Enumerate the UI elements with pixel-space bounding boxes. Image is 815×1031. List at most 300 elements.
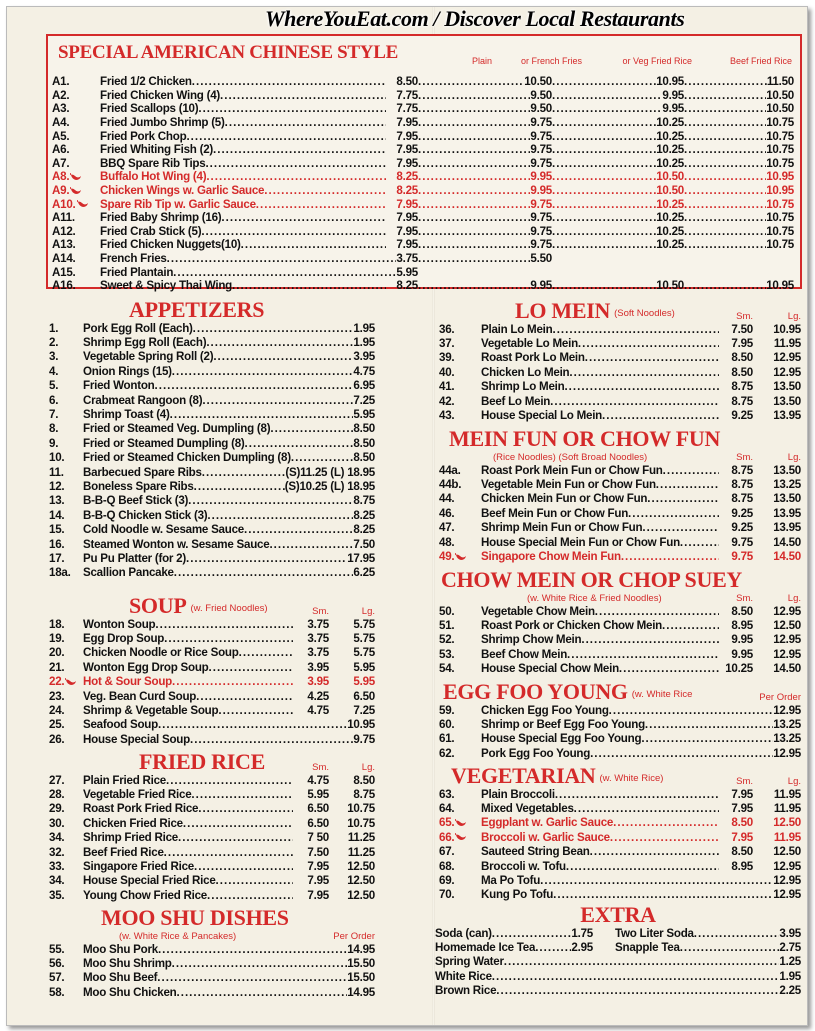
dot-leader: [418, 170, 530, 183]
price-cell: [329, 831, 375, 844]
item-price: 9.25: [731, 409, 753, 423]
item-name: Buffalo Hot Wing (4): [100, 170, 207, 184]
price-cell: [418, 211, 552, 224]
item-price: 5.75: [353, 646, 375, 660]
item-number-text: A4.: [52, 116, 70, 130]
item-number: [49, 943, 83, 956]
item-price: 15.50: [347, 957, 375, 971]
item-number: [439, 366, 481, 379]
chili-pepper-icon: [77, 200, 89, 208]
item-number-text: A12.: [52, 224, 76, 238]
price-cell: [353, 408, 375, 421]
dot-leader: [609, 704, 774, 717]
item-number: [439, 662, 481, 675]
dot-leader: [595, 605, 719, 618]
price-cell: [753, 550, 801, 563]
price-cell: [552, 130, 684, 143]
chili-pepper-icon: [70, 187, 82, 195]
dot-leader: [610, 831, 719, 844]
item-name: Fried Chicken Nuggets(10): [100, 238, 241, 252]
section-subtitle: (Soft Noodles): [614, 308, 675, 319]
item-price: 11.95: [773, 337, 801, 351]
item-price: 9.95: [530, 170, 552, 184]
item-price: 10.25: [656, 224, 684, 238]
item-price: 6.50: [353, 689, 375, 703]
price-cell: [329, 704, 375, 717]
item-name: Chicken Wings w. Garlic Sauce: [100, 184, 265, 198]
section-header: [49, 905, 375, 929]
price-cell: [329, 788, 375, 801]
item-price: 13.50: [773, 380, 801, 394]
section-chow-mein: [439, 567, 801, 676]
item-price: 7.25: [353, 393, 375, 407]
item-name: Hot & Sour Soup: [83, 675, 172, 689]
item-price: 3.95: [779, 926, 801, 940]
item-price: 3.75: [307, 617, 329, 631]
item-number: [439, 831, 481, 844]
menu-item: [49, 888, 375, 902]
price-cell: [719, 831, 753, 844]
item-number: [52, 143, 100, 156]
price-cell: [552, 157, 684, 170]
menu-item: [52, 211, 794, 225]
price-cell: [719, 366, 753, 379]
item-name: Plain Lo Mein: [481, 322, 553, 336]
dot-leader: [552, 157, 656, 170]
special-items: [52, 75, 794, 293]
item-number-text: 33.: [49, 860, 65, 874]
item-price: (S)10.25 (L) 18.95: [284, 479, 375, 493]
price-cell: [719, 550, 753, 563]
item-price: 7.95: [396, 211, 418, 225]
item-name: Vegetable Fried Rice: [83, 788, 192, 802]
menu-item: [439, 506, 801, 520]
item-number: [49, 788, 83, 801]
item-number-text: 40.: [439, 365, 455, 379]
price-cell: [719, 492, 753, 505]
price-cell: [753, 380, 801, 393]
item-number: [439, 816, 481, 829]
price-cell: [353, 365, 375, 378]
item-price: 7.95: [731, 802, 753, 816]
chili-pepper-icon: [455, 553, 467, 561]
watermark: WhereYouEat.com / Discover Local Restaurants: [265, 6, 685, 31]
dot-leader: [684, 238, 766, 251]
dot-leader: [201, 225, 386, 238]
item-price: 10.75: [766, 143, 794, 157]
menu-item: [439, 492, 801, 506]
dot-leader: [645, 718, 773, 731]
item-price: 9.95: [662, 102, 684, 116]
item-number-text: A11.: [52, 211, 75, 225]
item-price: 9.95: [530, 184, 552, 198]
section-vegetarian: [439, 763, 801, 902]
dot-leader: [418, 116, 530, 129]
item-number-text: 15.: [49, 523, 65, 537]
menu-item: [49, 407, 375, 421]
price-cell: [418, 170, 552, 183]
item-number-text: 11.: [49, 465, 64, 479]
item-price: 8.75: [731, 478, 753, 492]
price-cell: [396, 266, 418, 279]
dot-leader: [504, 955, 780, 968]
dot-leader: [684, 130, 766, 143]
item-price: 12.95: [773, 647, 801, 661]
column-label: Per Order: [759, 692, 801, 703]
item-number: [49, 480, 83, 493]
column-header: or French Fries: [520, 56, 582, 66]
item-name: Homemade Ice Tea: [435, 941, 536, 955]
price-cell: [753, 816, 801, 829]
price-cell: [552, 198, 684, 211]
item-name: Spare Rib Tip w. Garlic Sauce: [100, 197, 256, 211]
dot-leader: [232, 279, 386, 292]
dot-leader: [209, 661, 293, 674]
item-price: 8.50: [731, 604, 753, 618]
item-price: 8.75: [731, 380, 753, 394]
item-name: Chicken Egg Foo Young: [481, 703, 609, 717]
item-number-text: 39.: [439, 351, 455, 365]
menu-item: [49, 859, 375, 873]
item-name: Fried Plantain: [100, 265, 174, 279]
section-subtitle: (Rice Noodles) (Soft Broad Noodles): [493, 452, 648, 463]
item-price: 10.50: [766, 88, 794, 102]
menu-item: [439, 535, 801, 549]
price-cell: [773, 747, 801, 760]
price-cell: [353, 451, 375, 464]
item-number: [49, 831, 83, 844]
price-cell: [719, 395, 753, 408]
item-number-text: 44.: [439, 492, 455, 506]
section-mein-fun: [439, 426, 801, 564]
item-name: Chicken Lo Mein: [481, 365, 570, 379]
price-cell: [552, 89, 684, 102]
item-price: 9.75: [530, 116, 552, 130]
menu-item: [52, 75, 794, 89]
section-subtitle: (w. White Rice: [631, 689, 693, 700]
price-cell: [684, 157, 794, 170]
dot-leader: [642, 521, 719, 534]
price-cell: [684, 238, 794, 251]
price-cell: [719, 802, 753, 815]
menu-item: [49, 660, 375, 674]
price-cell: [753, 492, 801, 505]
item-name: Pork Egg Foo Young: [481, 746, 591, 760]
menu-item: [49, 566, 375, 580]
item-number: [439, 323, 481, 336]
dot-leader: [574, 802, 719, 815]
menu-item: [439, 408, 801, 422]
price-cell: [353, 523, 375, 536]
item-number: [439, 492, 481, 505]
item-number-text: 18.: [49, 617, 65, 631]
item-number: [49, 394, 83, 407]
dot-leader: [155, 618, 293, 631]
item-number: [52, 102, 100, 115]
menu-item: [52, 143, 794, 157]
item-price: 7.95: [396, 116, 418, 130]
item-number-text: 26.: [49, 732, 65, 746]
menu-item: [49, 321, 375, 335]
column-header: or Veg Fried Rice: [622, 56, 692, 66]
item-number-text: 29.: [49, 802, 65, 816]
menu-item: [49, 465, 375, 479]
dot-leader: [684, 116, 766, 129]
item-price: 7.95: [396, 197, 418, 211]
price-cell: [353, 494, 375, 507]
price-cell: [753, 845, 801, 858]
price-cell: [753, 788, 801, 801]
item-price: 10.95: [766, 184, 794, 198]
item-price: 9.75: [353, 732, 375, 746]
item-number: [52, 198, 100, 211]
item-price: 8.75: [731, 463, 753, 477]
item-number-text: A1.: [52, 75, 70, 89]
item-name: Beef Mein Fun or Chow Fun: [481, 506, 629, 520]
dot-leader: [418, 198, 530, 211]
item-price: 8.50: [353, 451, 375, 465]
dot-leader: [183, 817, 293, 830]
column-label: Sm.: [736, 311, 753, 322]
dot-leader: [206, 170, 386, 183]
item-number: [49, 322, 83, 335]
dot-leader: [220, 89, 386, 102]
price-cell: [293, 774, 329, 787]
price-cell: [684, 198, 794, 211]
price-cell: [418, 102, 552, 115]
dot-leader: [164, 846, 293, 859]
price-cell: [753, 662, 801, 675]
price-cell: [329, 817, 375, 830]
menu-item: [49, 802, 375, 816]
item-number-text: A14.: [52, 252, 76, 266]
item-number-text: 61.: [439, 732, 455, 746]
section-title: MOO SHU DISHES: [101, 905, 289, 930]
item-price: 10.25: [656, 129, 684, 143]
menu-item: [49, 956, 375, 970]
section-soup: [49, 593, 375, 747]
item-name: Pu Pu Platter (for 2): [83, 551, 186, 565]
item-number-text: 60.: [439, 718, 455, 732]
price-cell: [719, 605, 753, 618]
item-price: 12.95: [773, 888, 801, 902]
item-price: 5.95: [353, 660, 375, 674]
item-price: 12.95: [773, 874, 801, 888]
dot-leader: [213, 350, 353, 363]
item-name: Fried Baby Shrimp (16): [100, 211, 222, 225]
price-cell: [353, 566, 375, 579]
price-cell: [684, 279, 794, 292]
item-number: [439, 395, 481, 408]
item-price: 4.75: [307, 773, 329, 787]
price-cell: [418, 252, 552, 265]
menu-item: [439, 618, 801, 632]
item-price: 9.95: [530, 279, 552, 293]
price-cell: [753, 478, 801, 491]
item-number-text: 1.: [49, 321, 59, 335]
menu-item: [439, 888, 801, 902]
price-cell: [684, 102, 794, 115]
menu-item: [439, 717, 801, 731]
dot-leader: [174, 566, 354, 579]
dot-leader: [552, 130, 656, 143]
item-price: 12.95: [773, 633, 801, 647]
item-price: 13.95: [773, 409, 801, 423]
item-number-text: 58.: [49, 985, 65, 999]
item-price: 10.95: [347, 718, 375, 732]
menu-item: [52, 225, 794, 239]
item-price: 6.50: [307, 816, 329, 830]
item-number-text: 49.: [439, 550, 455, 564]
item-number-text: 57.: [49, 971, 65, 985]
item-name: Shrimp Mein Fun or Chow Fun: [481, 521, 643, 535]
menu-item: [439, 746, 801, 760]
item-number-text: 56.: [49, 957, 65, 971]
item-number: [49, 889, 83, 902]
dot-leader: [186, 130, 386, 143]
price-cell: [418, 89, 552, 102]
item-name: Shrimp Chow Mein: [481, 633, 582, 647]
price-cell: [552, 116, 684, 129]
item-price: 1.95: [353, 336, 375, 350]
menu-item: [439, 365, 801, 379]
price-cell: [684, 184, 794, 197]
price-cell: [329, 661, 375, 674]
price-cell: [719, 323, 753, 336]
price-cell: [386, 157, 418, 170]
item-number: [52, 116, 100, 129]
price-cell: [353, 394, 375, 407]
price-cell: [329, 889, 375, 902]
dot-leader: [680, 536, 719, 549]
item-name: Vegetable Mein Fun or Chow Fun: [481, 478, 656, 492]
item-price: 8.75: [731, 492, 753, 506]
item-number: [49, 365, 83, 378]
section-title: LO MEIN: [515, 298, 611, 323]
dot-leader: [552, 116, 656, 129]
menu-item: [49, 689, 375, 703]
item-name: Cold Noodle w. Sesame Sauce: [83, 523, 244, 537]
section-items: [49, 942, 375, 1000]
dot-leader: [194, 860, 293, 873]
item-name: BBQ Spare Rib Tips: [100, 156, 206, 170]
dot-leader: [680, 941, 780, 954]
item-price: 8.25: [396, 184, 418, 198]
section-subtitle: (w. White Rice): [599, 773, 664, 784]
item-price: 10.75: [766, 224, 794, 238]
item-price: 12.50: [773, 845, 801, 859]
item-number: [49, 986, 83, 999]
item-number: [49, 494, 83, 507]
item-price: 8.75: [353, 788, 375, 802]
item-number-text: 13.: [49, 494, 65, 508]
item-number: [439, 619, 481, 632]
dot-leader: [684, 75, 767, 88]
item-price: 13.50: [773, 492, 801, 506]
item-price: 10.50: [656, 279, 684, 293]
item-price: 12.50: [347, 860, 375, 874]
dot-leader: [581, 633, 719, 646]
item-number-text: A8.: [52, 170, 70, 184]
item-number-text: 7.: [49, 408, 59, 422]
price-cell: [386, 198, 418, 211]
item-price: 10.75: [766, 211, 794, 225]
price-cell: [773, 704, 801, 717]
item-name: House Special Soup: [83, 732, 190, 746]
item-number: [49, 466, 83, 479]
price-cell: [719, 351, 753, 364]
price-cell: [719, 464, 753, 477]
item-number-text: 36.: [439, 322, 455, 336]
menu-item: [439, 703, 801, 717]
item-price: 3.75: [307, 646, 329, 660]
item-number-text: 35.: [49, 888, 65, 902]
item-name: Scallion Pancake: [83, 566, 174, 580]
item-price: 10.75: [347, 802, 375, 816]
item-price: 9.75: [530, 224, 552, 238]
price-cell: [347, 552, 375, 565]
price-cell: [684, 211, 794, 224]
item-price: 7.95: [731, 337, 753, 351]
dot-leader: [578, 337, 719, 350]
item-price: 10.95: [656, 75, 684, 89]
item-price: 4.75: [307, 704, 329, 718]
menu-item: [439, 801, 801, 815]
item-price: 8.75: [353, 494, 375, 508]
item-name: Soda (can): [435, 926, 492, 940]
item-number: [49, 408, 83, 421]
item-number-text: 44b.: [439, 478, 462, 492]
item-number-text: 65.: [439, 816, 455, 830]
item-price: 10.75: [766, 129, 794, 143]
item-price: 7.50: [353, 537, 375, 551]
item-name: House Special Lo Mein: [481, 409, 603, 423]
price-cell: [293, 632, 329, 645]
price-cell: [418, 130, 552, 143]
item-number-text: 22.: [49, 675, 65, 689]
price-cell: [347, 718, 375, 731]
item-name: Beef Fried Rice: [83, 845, 164, 859]
item-price: 7.95: [731, 787, 753, 801]
item-number-text: A6.: [52, 143, 70, 157]
menu-item: [49, 494, 375, 508]
section-header: [439, 567, 801, 591]
item-name: B-B-Q Chicken Stick (3): [83, 508, 208, 522]
item-number-text: 41.: [439, 380, 455, 394]
price-cell: [386, 170, 418, 183]
item-price: 14.50: [773, 662, 801, 676]
price-cell: [329, 774, 375, 787]
item-price: 11.25: [347, 845, 375, 859]
item-price: 10.50: [656, 170, 684, 184]
menu-item: [439, 633, 801, 647]
section-title: FRIED RICE: [139, 749, 265, 774]
item-name: Chicken Noodle or Rice Soup: [83, 646, 239, 660]
item-name: Wonton Egg Drop Soup: [83, 660, 209, 674]
dot-leader: [628, 507, 719, 520]
dot-leader: [694, 927, 780, 940]
menu-page: [6, 6, 808, 1026]
item-name: Sauteed String Bean: [481, 845, 590, 859]
price-cell: [773, 718, 801, 731]
item-name: B-B-Q Beef Stick (3): [83, 494, 189, 508]
extra-item: [593, 941, 801, 954]
price-cell: [552, 170, 684, 183]
price-cell: [418, 225, 552, 238]
item-price: 5.75: [353, 617, 375, 631]
item-name: French Fries: [100, 252, 167, 266]
price-cell: [353, 350, 375, 363]
